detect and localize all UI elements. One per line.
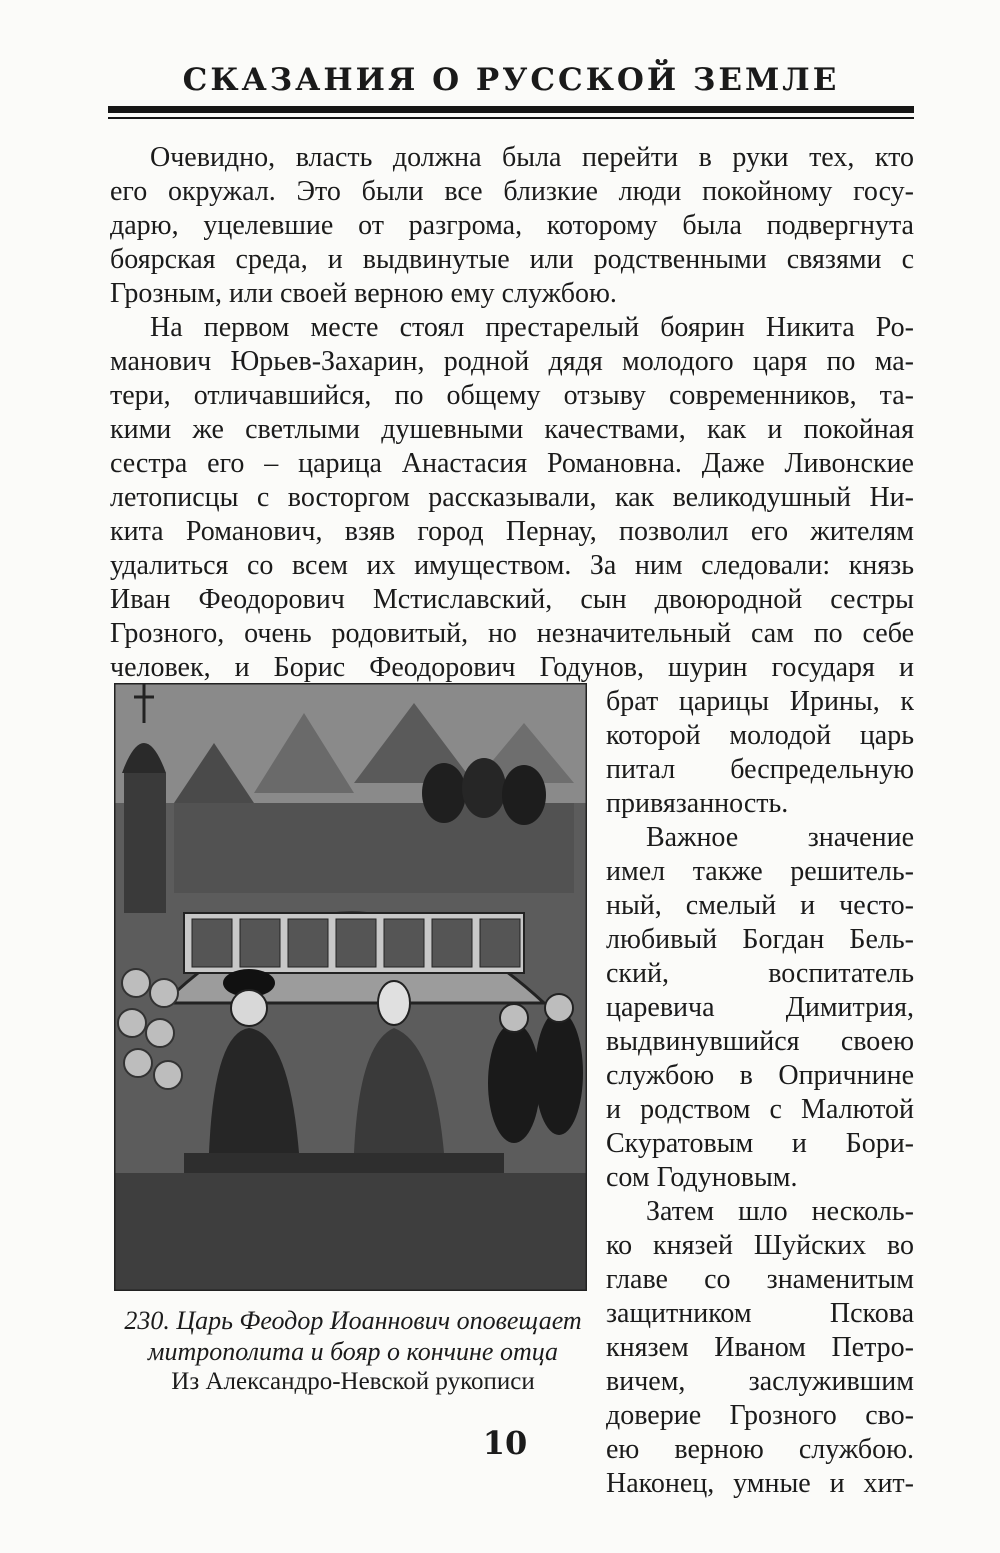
column-text-line: князем Иваном Петро- <box>606 1332 914 1363</box>
column-text-line: доверие Грозного сво- <box>606 1400 914 1431</box>
text-line: На первом месте стоял престарелый боярин Никита Ро- <box>150 312 914 343</box>
column-text-line: защитником Пскова <box>606 1298 914 1329</box>
column-text-line: имел также решитель- <box>606 856 914 887</box>
text-line: Очевидно, власть должна была перейти в руки тех, кто <box>150 142 914 173</box>
column-text-line: которой молодой царь <box>606 720 914 751</box>
running-header: СКАЗАНИЯ О РУССКОЙ ЗЕМЛЕ <box>182 62 840 98</box>
column-text-line: Затем шло несколь- <box>646 1196 914 1227</box>
column-text-line: любивый Богдан Бель- <box>606 924 914 955</box>
text-line: кими же светлыми душевными качествами, как и покойная <box>110 414 914 445</box>
text-line: его окружал. Это были все близкие люди покойному госу- <box>110 176 914 207</box>
column-text-line: главе со знаменитым <box>606 1264 914 1295</box>
column-text-line: ко князей Шуйских во <box>606 1230 914 1261</box>
column-text-line: Скуратовым и Бори- <box>606 1128 914 1159</box>
column-text-line: питал беспредельную <box>606 754 914 785</box>
column-text-line: сом Годуновым. <box>606 1162 798 1193</box>
text-line: Иван Феодорович Мстиславский, сын двоюродной сестры <box>110 584 914 615</box>
column-text-line: Наконец, умные и хит- <box>606 1468 914 1499</box>
page-number: 10 <box>482 1424 528 1462</box>
column-text-line: привязанность. <box>606 788 789 819</box>
column-text-line: службою в Опричнине <box>606 1060 914 1091</box>
column-text-line: ный, смелый и често- <box>606 890 914 921</box>
text-line: летописцы с восторгом рассказывали, как великодушный Ни- <box>110 482 914 513</box>
text-line: Грозного, очень родовитый, но незначительный сам по себе <box>110 618 914 649</box>
miniature-illustration <box>114 683 587 1291</box>
column-text-line: и родством с Малютой <box>606 1094 914 1125</box>
text-line: сестра его – царица Анастасия Романовна. Даже Ливонские <box>110 448 914 479</box>
column-text-line: ею верною службою. <box>606 1434 914 1465</box>
column-text-line: вичем, заслужившим <box>606 1366 914 1397</box>
header-rule-thick <box>108 106 914 113</box>
text-line: человек, и Борис Феодорович Годунов, шурин государя и <box>110 652 914 683</box>
column-text-line: царевича Димитрия, <box>606 992 914 1023</box>
text-line: удалиться со всем их имуществом. За ним следовали: князь <box>110 550 914 581</box>
text-line: дарю, уцелевшие от разгрома, которому была подвергнута <box>110 210 914 241</box>
text-line: манович Юрьев-Захарин, родной дядя молодого царя по ма- <box>110 346 914 377</box>
figure-caption-line: митрополита и бояр о кончине отца <box>147 1337 559 1366</box>
column-text-line: ский, воспитатель <box>606 958 914 989</box>
text-line: Грозным, или своей верною ему службою. <box>110 278 617 309</box>
figure-source: Из Александро-Невской рукописи <box>171 1368 535 1395</box>
column-text-line: брат царицы Ирины, к <box>606 686 914 717</box>
text-line: боярская среда, и выдвинутые или родственными связями с <box>110 244 914 275</box>
header-rule-thin <box>108 117 914 119</box>
text-line: тери, отличавшийся, по общему отзыву современников, та- <box>110 380 914 411</box>
illustration-drawing <box>114 683 587 1291</box>
column-text-line: Важное значение <box>646 822 914 853</box>
figure-caption-line: 230. Царь Феодор Иоаннович оповещает <box>124 1306 582 1335</box>
text-line: кита Романович, взяв город Пернау, позволил его жителям <box>110 516 914 547</box>
column-text-line: выдвинувшийся своею <box>606 1026 914 1057</box>
